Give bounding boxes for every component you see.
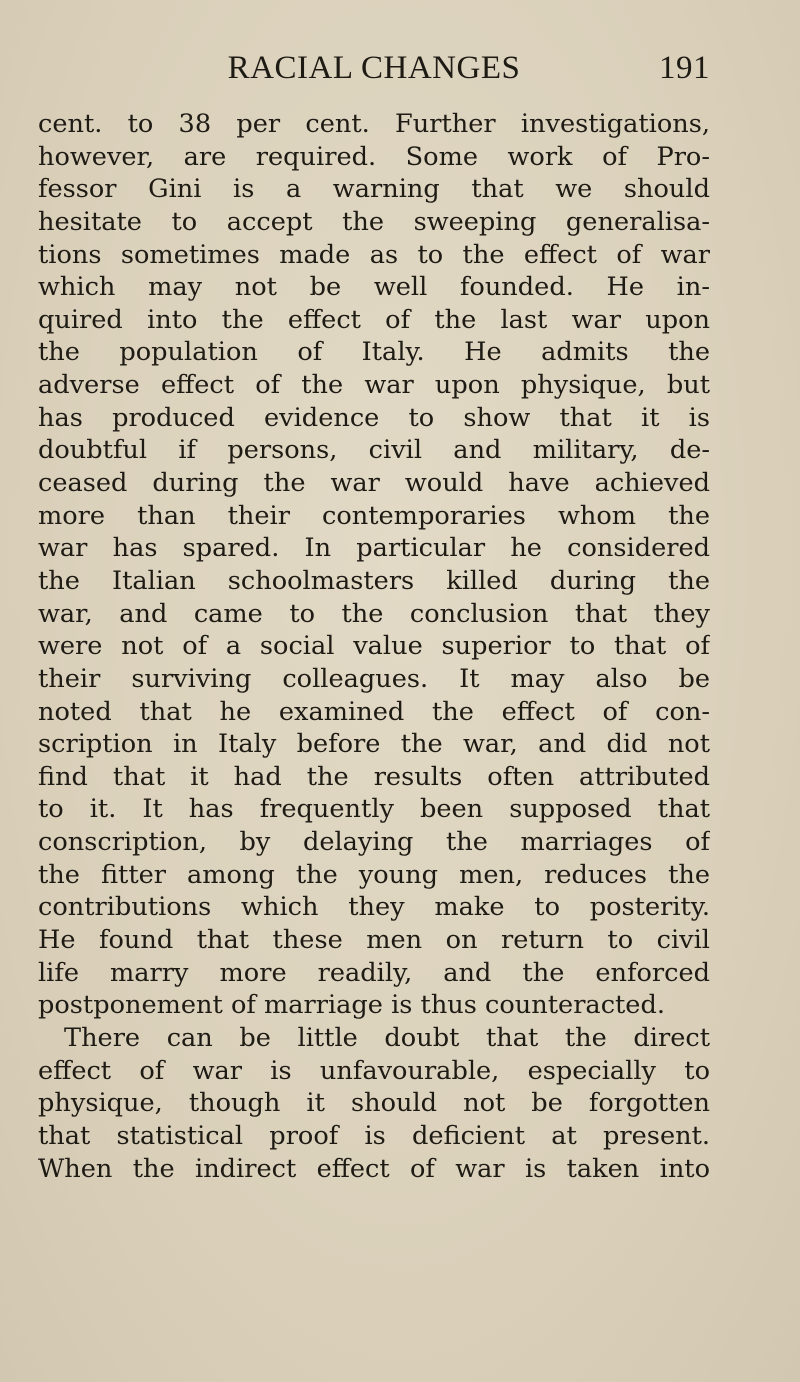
text-line: that statistical proof is deficient at present.	[38, 1120, 710, 1151]
text-line: however, are required. Some work of Pro-	[38, 141, 710, 172]
text-line: life marry more readily, and the enforced	[38, 957, 710, 988]
text-line: tions sometimes made as to the effect of war	[38, 239, 710, 270]
text-line: fessor Gini is a warning that we should	[38, 174, 710, 205]
text-line: contributions which they make to posterity.	[38, 892, 710, 923]
text-line: scription in Italy before the war, and did not	[38, 729, 710, 760]
text-line: postponement of marriage is thus counteracted.	[38, 990, 665, 1021]
text-line: the population of Italy. He admits the	[38, 337, 710, 368]
text-line: quired into the effect of the last war upon	[38, 304, 710, 335]
running-title: RACIAL CHANGES	[227, 50, 521, 86]
text-line: which may not be well founded. He in-	[38, 272, 710, 303]
text-line: When the indirect effect of war is taken into	[38, 1153, 710, 1184]
text-line: doubtful if persons, civil and military, de-	[38, 435, 710, 466]
text-line: effect of war is unfavourable, especially to	[38, 1055, 710, 1086]
text-line: were not of a social value superior to that of	[38, 631, 710, 662]
text-line: conscription, by delaying the marriages of	[38, 827, 710, 858]
text-line: war has spared. In particular he considered	[38, 533, 710, 564]
text-line: find that it had the results often attributed	[38, 761, 710, 792]
text-line: has produced evidence to show that it is	[38, 402, 710, 433]
text-line: He found that these men on return to civil	[38, 925, 710, 956]
text-line: noted that he examined the effect of con-	[38, 696, 710, 727]
text-line: cent. to 38 per cent. Further investigations,	[38, 109, 710, 139]
page-number: 191	[659, 50, 710, 86]
text-line: their surviving colleagues. It may also be	[38, 663, 710, 694]
text-line: to it. It has frequently been supposed that	[38, 794, 710, 825]
text-line: more than their contemporaries whom the	[38, 500, 710, 531]
text-line: hesitate to accept the sweeping generalisa-	[38, 206, 710, 237]
text-line: adverse effect of the war upon physique, but	[38, 370, 710, 401]
running-head	[38, 50, 710, 94]
text-line: war, and came to the conclusion that they	[38, 598, 710, 629]
paragraph-first-line: There can be little doubt that the direct	[64, 1022, 710, 1053]
text-line: the fitter among the young men, reduces the	[38, 859, 710, 890]
text-line: ceased during the war would have achieved	[38, 468, 710, 499]
text-line: the Italian schoolmasters killed during the	[38, 565, 710, 596]
text-line: physique, though it should not be forgotten	[38, 1088, 710, 1119]
body-text	[38, 108, 710, 1185]
